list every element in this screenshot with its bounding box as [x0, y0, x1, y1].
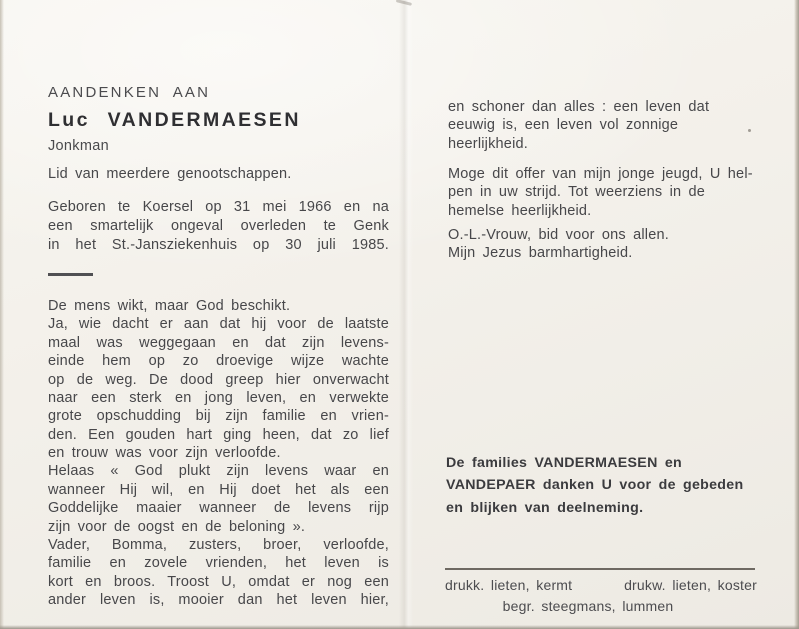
separator-rule [48, 273, 93, 276]
family-thanks [446, 452, 786, 519]
text-line: Goddelijke maaier wanneer de levens rijp [48, 500, 389, 517]
text-line: eeuwig is, een leven vol zonnige [448, 117, 679, 134]
text-line: Mijn Jezus barmhartigheid. [448, 245, 633, 262]
afterlife-paragraph [448, 98, 788, 153]
text-line: Ja, wie dacht er aan dat hij voor de laatste [48, 316, 389, 333]
text-line: familie en zovele vrienden, het leven is [48, 555, 389, 572]
scan-edge-left [0, 0, 4, 629]
deceased-name: Luc VANDERMAESEN [48, 109, 301, 131]
text-line: Geboren te Koersel op 31 mei 1966 en na [48, 199, 389, 215]
text-line: den. Een gouden hart ging heen, dat zo lief [48, 426, 389, 443]
birth-death-paragraph [48, 198, 389, 255]
text-line: naar een sterk en jong leven, en verwekte [48, 389, 389, 406]
text-line: Vader, Bomma, zusters, broer, verloofde, [48, 536, 389, 553]
funeral-credit: begr. steegmans, lummen [502, 598, 674, 614]
text-line: De families VANDERMAESEN en [446, 455, 683, 471]
scan-edge-bottom [0, 625, 799, 629]
text-line: in het St.-Jansziekenhuis op 30 juli 1985. [48, 237, 389, 254]
membership-line: Lid van meerdere genootschappen. [48, 166, 292, 182]
text-line: en blijken van deelneming. [446, 499, 644, 516]
text-line: Moge dit offer van mijn jonge jeugd, U hel- [448, 166, 753, 182]
text-line: en trouw was voor zijn verloofde. [48, 445, 281, 461]
text-line: maal was weggegaan en dat zijn levens- [48, 334, 389, 351]
memorial-text [48, 297, 389, 609]
text-line: een smartelijk ongeval overleden te Genk [48, 218, 389, 235]
printer-credits [445, 577, 757, 593]
text-line: VANDEPAER danken U voor de gebeden [446, 477, 744, 494]
text-line: ander leven is, mooier dan het leven hier, [48, 592, 389, 608]
text-line: wanneer Hij wil, en Hij doet het als een [48, 481, 389, 498]
text-line: einde hem op zo droevige wijze wachte [48, 353, 389, 370]
text-line: pen in uw strijd. Tot weerziens in de [448, 184, 706, 201]
text-line: hemelse heerlijkheid. [448, 202, 592, 219]
text-line: De mens wikt, maar God beschikt. [48, 298, 291, 314]
text-line: O.-L.-Vrouw, bid voor ons allen. [448, 227, 669, 243]
memorial-header: AANDENKEN AAN [48, 84, 211, 101]
scan-edge-right [794, 0, 799, 629]
text-line: en schoner dan alles : een leven dat [448, 99, 710, 115]
text-line: kort en broos. Troost U, omdat er nog een [48, 573, 389, 590]
printer-credit-left: drukk. lieten, kermt [445, 577, 573, 593]
text-line: zijn voor de oogst en de beloning ». [48, 518, 306, 535]
prayer-lines [448, 226, 788, 263]
text-line: Helaas « God plukt zijn levens waar en [48, 463, 389, 480]
printer-rule [445, 568, 755, 570]
offer-paragraph [448, 165, 788, 220]
text-line: heerlijkheid. [448, 135, 528, 152]
text-line: grote opschudding bij zijn familie en vrien- [48, 408, 389, 425]
printer-credit-right: drukw. lieten, koster [624, 577, 757, 593]
deceased-status: Jonkman [48, 138, 109, 154]
card-fold [399, 0, 413, 629]
ink-speck [748, 129, 751, 132]
text-line: op de weg. De dood greep hier onverwacht [48, 371, 389, 388]
